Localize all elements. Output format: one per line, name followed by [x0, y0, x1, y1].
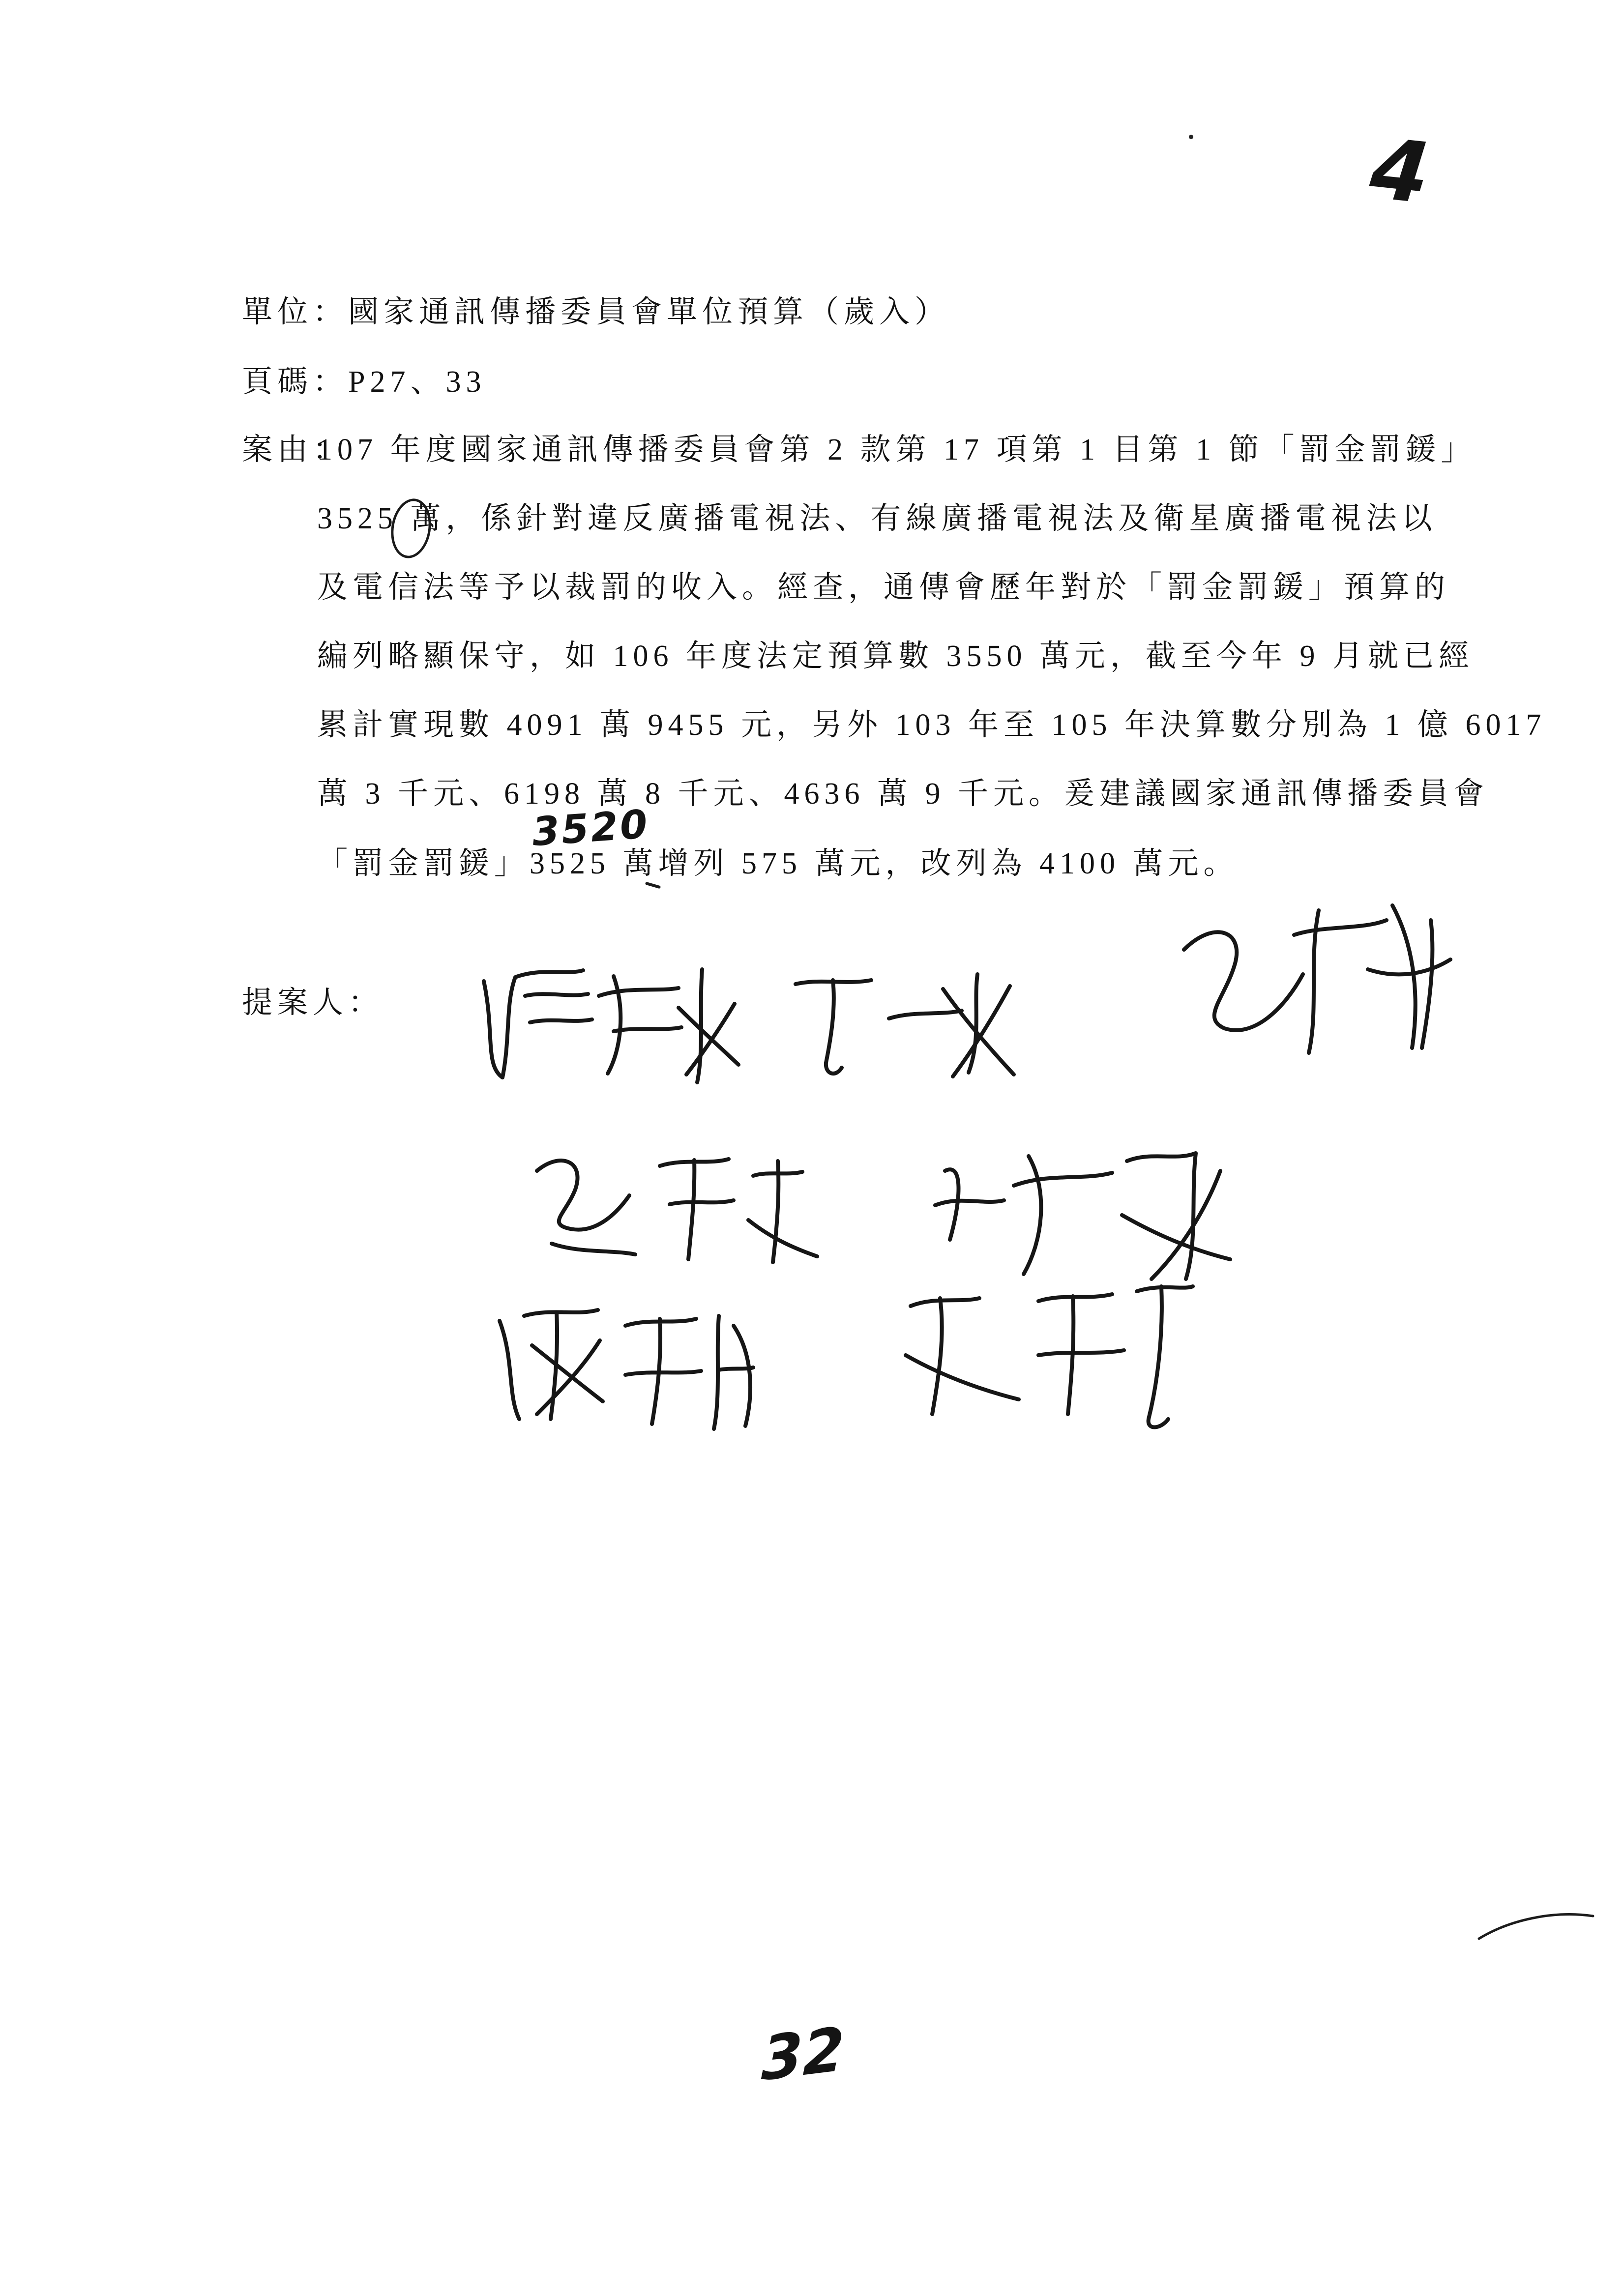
pen-swoosh-mark	[1475, 1906, 1603, 1950]
signature-1	[467, 949, 742, 1113]
signature-4-strokes	[511, 1131, 821, 1271]
case-line-3: 及電信法等予以裁罰的收入。經查，通傳會歷年對於「罰金罰鍰」預算的	[317, 571, 1450, 604]
signature-6-strokes	[477, 1285, 762, 1433]
signature-2-strokes	[767, 959, 1018, 1086]
handwritten-page-number-top: 4	[1365, 120, 1434, 223]
signature-1-strokes	[467, 949, 742, 1111]
case-line-1: 107 年度國家通訊傳播委員會第 2 款第 17 項第 1 目第 1 節「罰金罰鍰」	[317, 433, 1476, 466]
signature-3-strokes	[1155, 890, 1455, 1062]
ink-speck	[1189, 135, 1193, 139]
pen-swoosh-strokes	[1475, 1906, 1603, 1948]
case-label: 案由：	[242, 433, 349, 466]
handwritten-dash-mark	[645, 882, 661, 889]
signature-6	[477, 1285, 762, 1435]
case-line-4: 編列略顯保守，如 106 年度法定預算數 3550 萬元，截至今年 9 月就已經	[317, 639, 1475, 673]
signature-4	[511, 1131, 821, 1273]
proposer-label: 提案人：	[242, 986, 384, 1019]
page-ref-line: 頁碼：P27、33	[242, 365, 486, 399]
handwritten-correction-3520: 3520	[531, 801, 651, 855]
handwritten-page-number-bottom: 32	[761, 2013, 845, 2095]
case-line-6: 萬 3 千元、6198 萬 8 千元、4636 萬 9 千元。爰建議國家通訊傳播委員會	[317, 777, 1489, 811]
signature-2	[767, 959, 1018, 1089]
case-line-2: 3525 萬，係針對違反廣播電視法、有線廣播電視法及衛星廣播電視法以	[317, 502, 1437, 535]
case-line-5: 累計實現數 4091 萬 9455 元，另外 103 年至 105 年決算數分別為 1 億 6017	[317, 708, 1546, 742]
case-line-7: 「罰金罰鍰」3525 萬增列 575 萬元，改列為 4100 萬元。	[317, 847, 1239, 880]
signature-7-strokes	[880, 1256, 1195, 1430]
signature-7	[880, 1256, 1195, 1433]
unit-line: 單位：國家通訊傳播委員會單位預算（歲入）	[242, 295, 950, 329]
signature-3	[1155, 890, 1455, 1064]
